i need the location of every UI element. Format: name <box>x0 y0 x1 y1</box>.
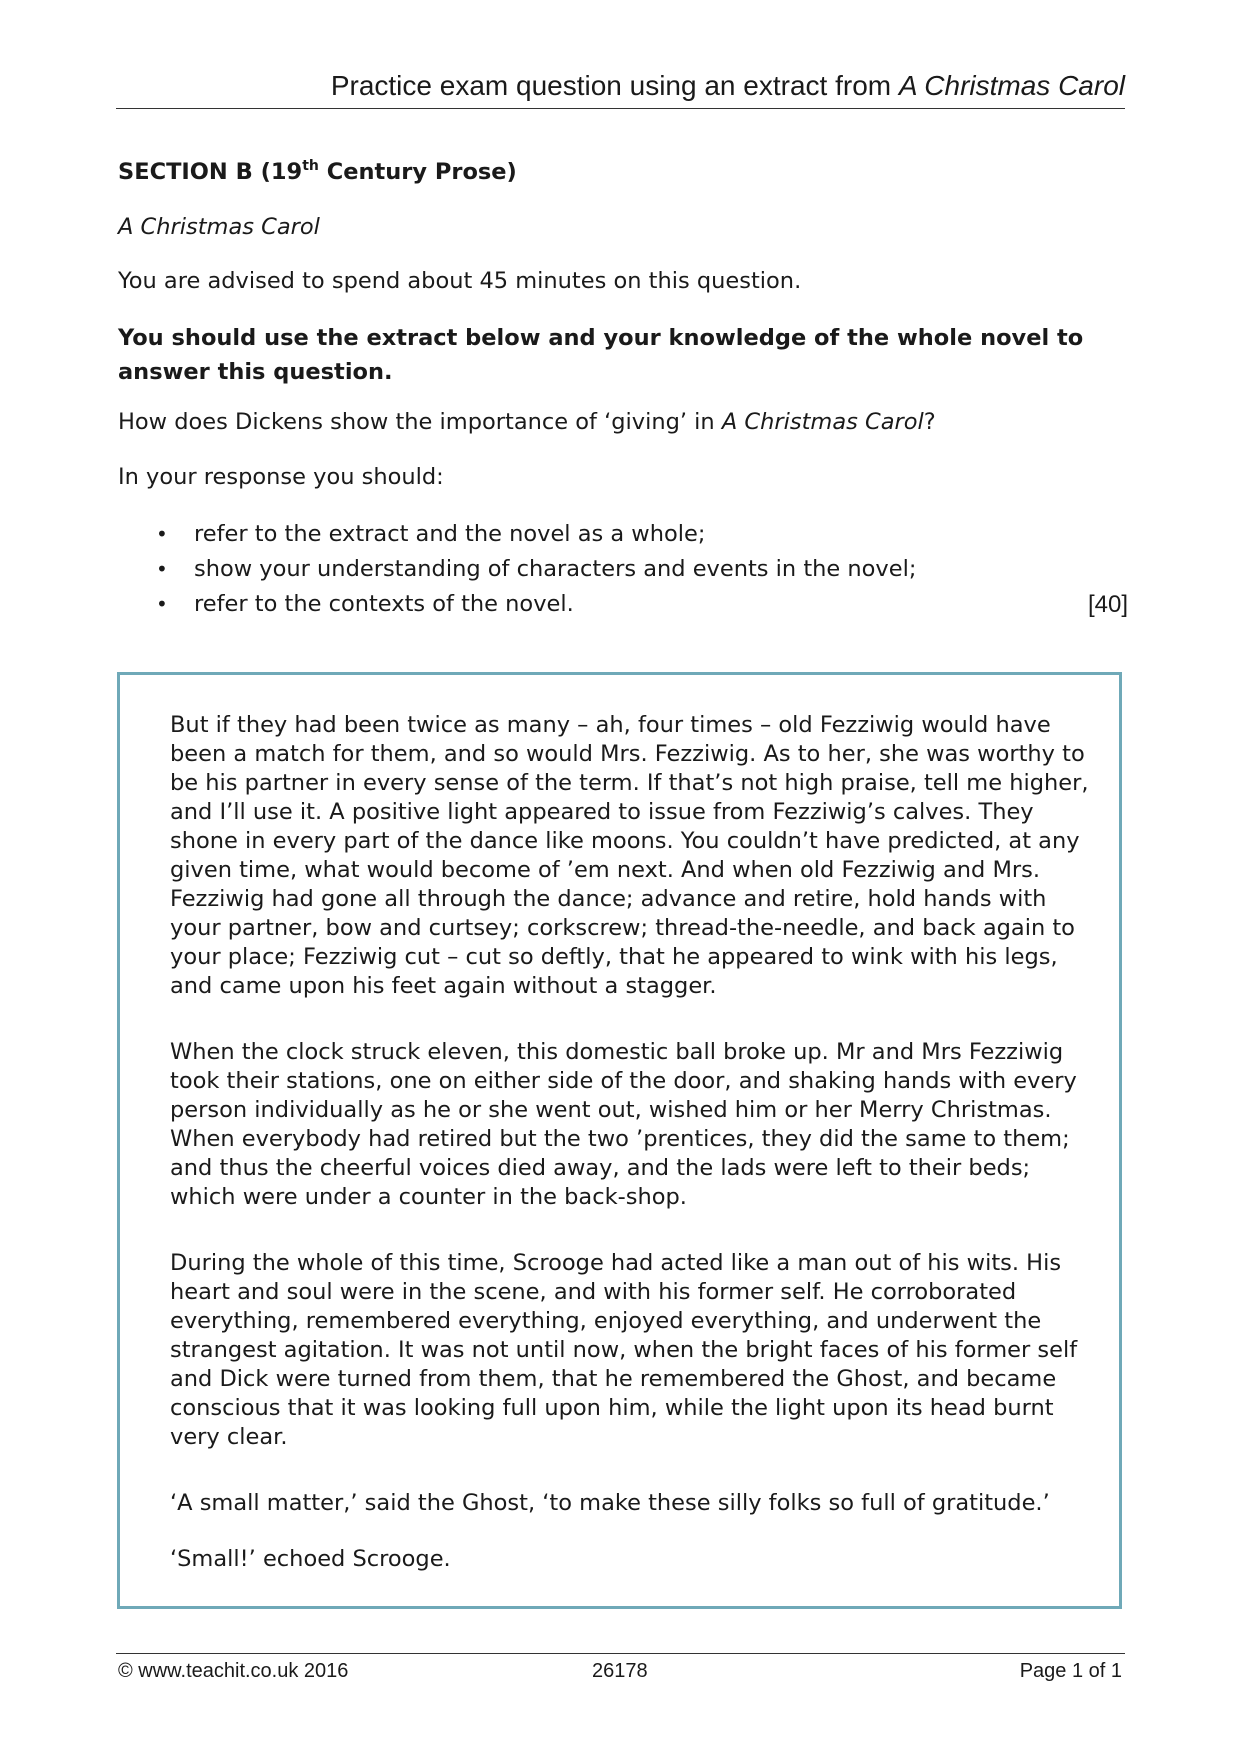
marks-total: [40] <box>1087 591 1128 618</box>
section-label-end: Century Prose) <box>318 159 517 185</box>
footer-resource-code: 26178 <box>592 1660 648 1682</box>
footer-copyright: © www.teachit.co.uk 2016 <box>118 1660 349 1682</box>
question-end: ? <box>923 409 936 435</box>
extract-paragraph: During the whole of this time, Scrooge had acted like a man out of his wits. His heart and soul were in the scene, and with his former self. He corroborated everything, remembered everything, enjoyed everything, and underwent the strangest agitation. It was not until now, when the bright faces of his former self and Dick were turned from them, that he remembered the Ghost, and became conscious that it was looking full upon him, while the light upon its head burnt very clear. <box>170 1250 1078 1450</box>
exam-question <box>118 409 936 435</box>
extract-text <box>170 711 1090 1611</box>
bullet-item <box>118 517 1128 552</box>
footer-page-number: Page 1 of 1 <box>1019 1660 1122 1682</box>
bullet-text: show your understanding of characters and events in the novel; <box>194 556 917 582</box>
response-bullet-list <box>118 517 1128 622</box>
section-label-start: SECTION B (19 <box>118 159 303 185</box>
bullet-item <box>118 552 1128 587</box>
extract-paragraph: But if they had been twice as many – ah, four times – old Fezziwig would have been a match for them, and so would Mrs. Fezziwig. As to her, she was worthy to be his partner in every sense of the term. If that’s not high praise, tell me higher, and I’ll use it. A positive light appeared to issue from Fezziwig’s calves. They shone in every part of the dance like moons. You couldn’t have predicted, at any given time, what would become of ’em next. And when old Fezziwig and Mrs. Fezziwig had gone all through the dance; advance and retire, hold hands with your partner, bow and curtsey; corkscrew; thread-the-needle, and back again to your place; Fezziwig cut – cut so deftly, that he appeared to wink with his legs, and came upon his feet again without a stagger. <box>170 712 1089 999</box>
bullet-item <box>118 587 1128 622</box>
section-label-superscript: th <box>302 158 319 174</box>
extract-paragraph: ‘A small matter,’ said the Ghost, ‘to make these silly folks so full of gratitude.’ <box>170 1490 1050 1516</box>
bullet-text: refer to the contexts of the novel. <box>194 591 574 617</box>
bullet-icon: • <box>156 592 168 616</box>
footer-divider <box>116 1653 1125 1654</box>
extract-box <box>117 672 1122 1609</box>
header-title-prefix: Practice exam question using an extract from <box>330 70 899 101</box>
page-header-title <box>331 70 1125 102</box>
extract-paragraph: When the clock struck eleven, this domestic ball broke up. Mr and Mrs Fezziwig took their stations, one on either side of the door, and shaking hands with every person individually as he or she went out, wished him or her Merry Christmas. When everybody had retired but the two ’prentices, they did the same to them; and thus the cheerful voices died away, and the lads were left to their beds; which were under a counter in the back-shop. <box>170 1039 1077 1210</box>
response-intro: In your response you should: <box>118 464 444 490</box>
novel-title: A Christmas Carol <box>118 214 320 240</box>
instruction: You should use the extract below and your knowledge of the whole novel to answer this question. <box>118 325 1084 385</box>
bullet-icon: • <box>156 557 168 581</box>
time-advice: You are advised to spend about 45 minutes on this question. <box>118 268 802 294</box>
question-start: How does Dickens show the importance of ‘giving’ in <box>118 409 722 435</box>
extract-paragraph: ‘Small!’ echoed Scrooge. <box>170 1546 451 1572</box>
question-novel: A Christmas Carol <box>721 409 924 435</box>
bullet-text: refer to the extract and the novel as a whole; <box>194 521 706 547</box>
section-title <box>118 158 517 185</box>
bullet-icon: • <box>156 522 168 546</box>
header-title-novel: A Christmas Carol <box>898 70 1125 101</box>
header-divider <box>116 108 1125 109</box>
